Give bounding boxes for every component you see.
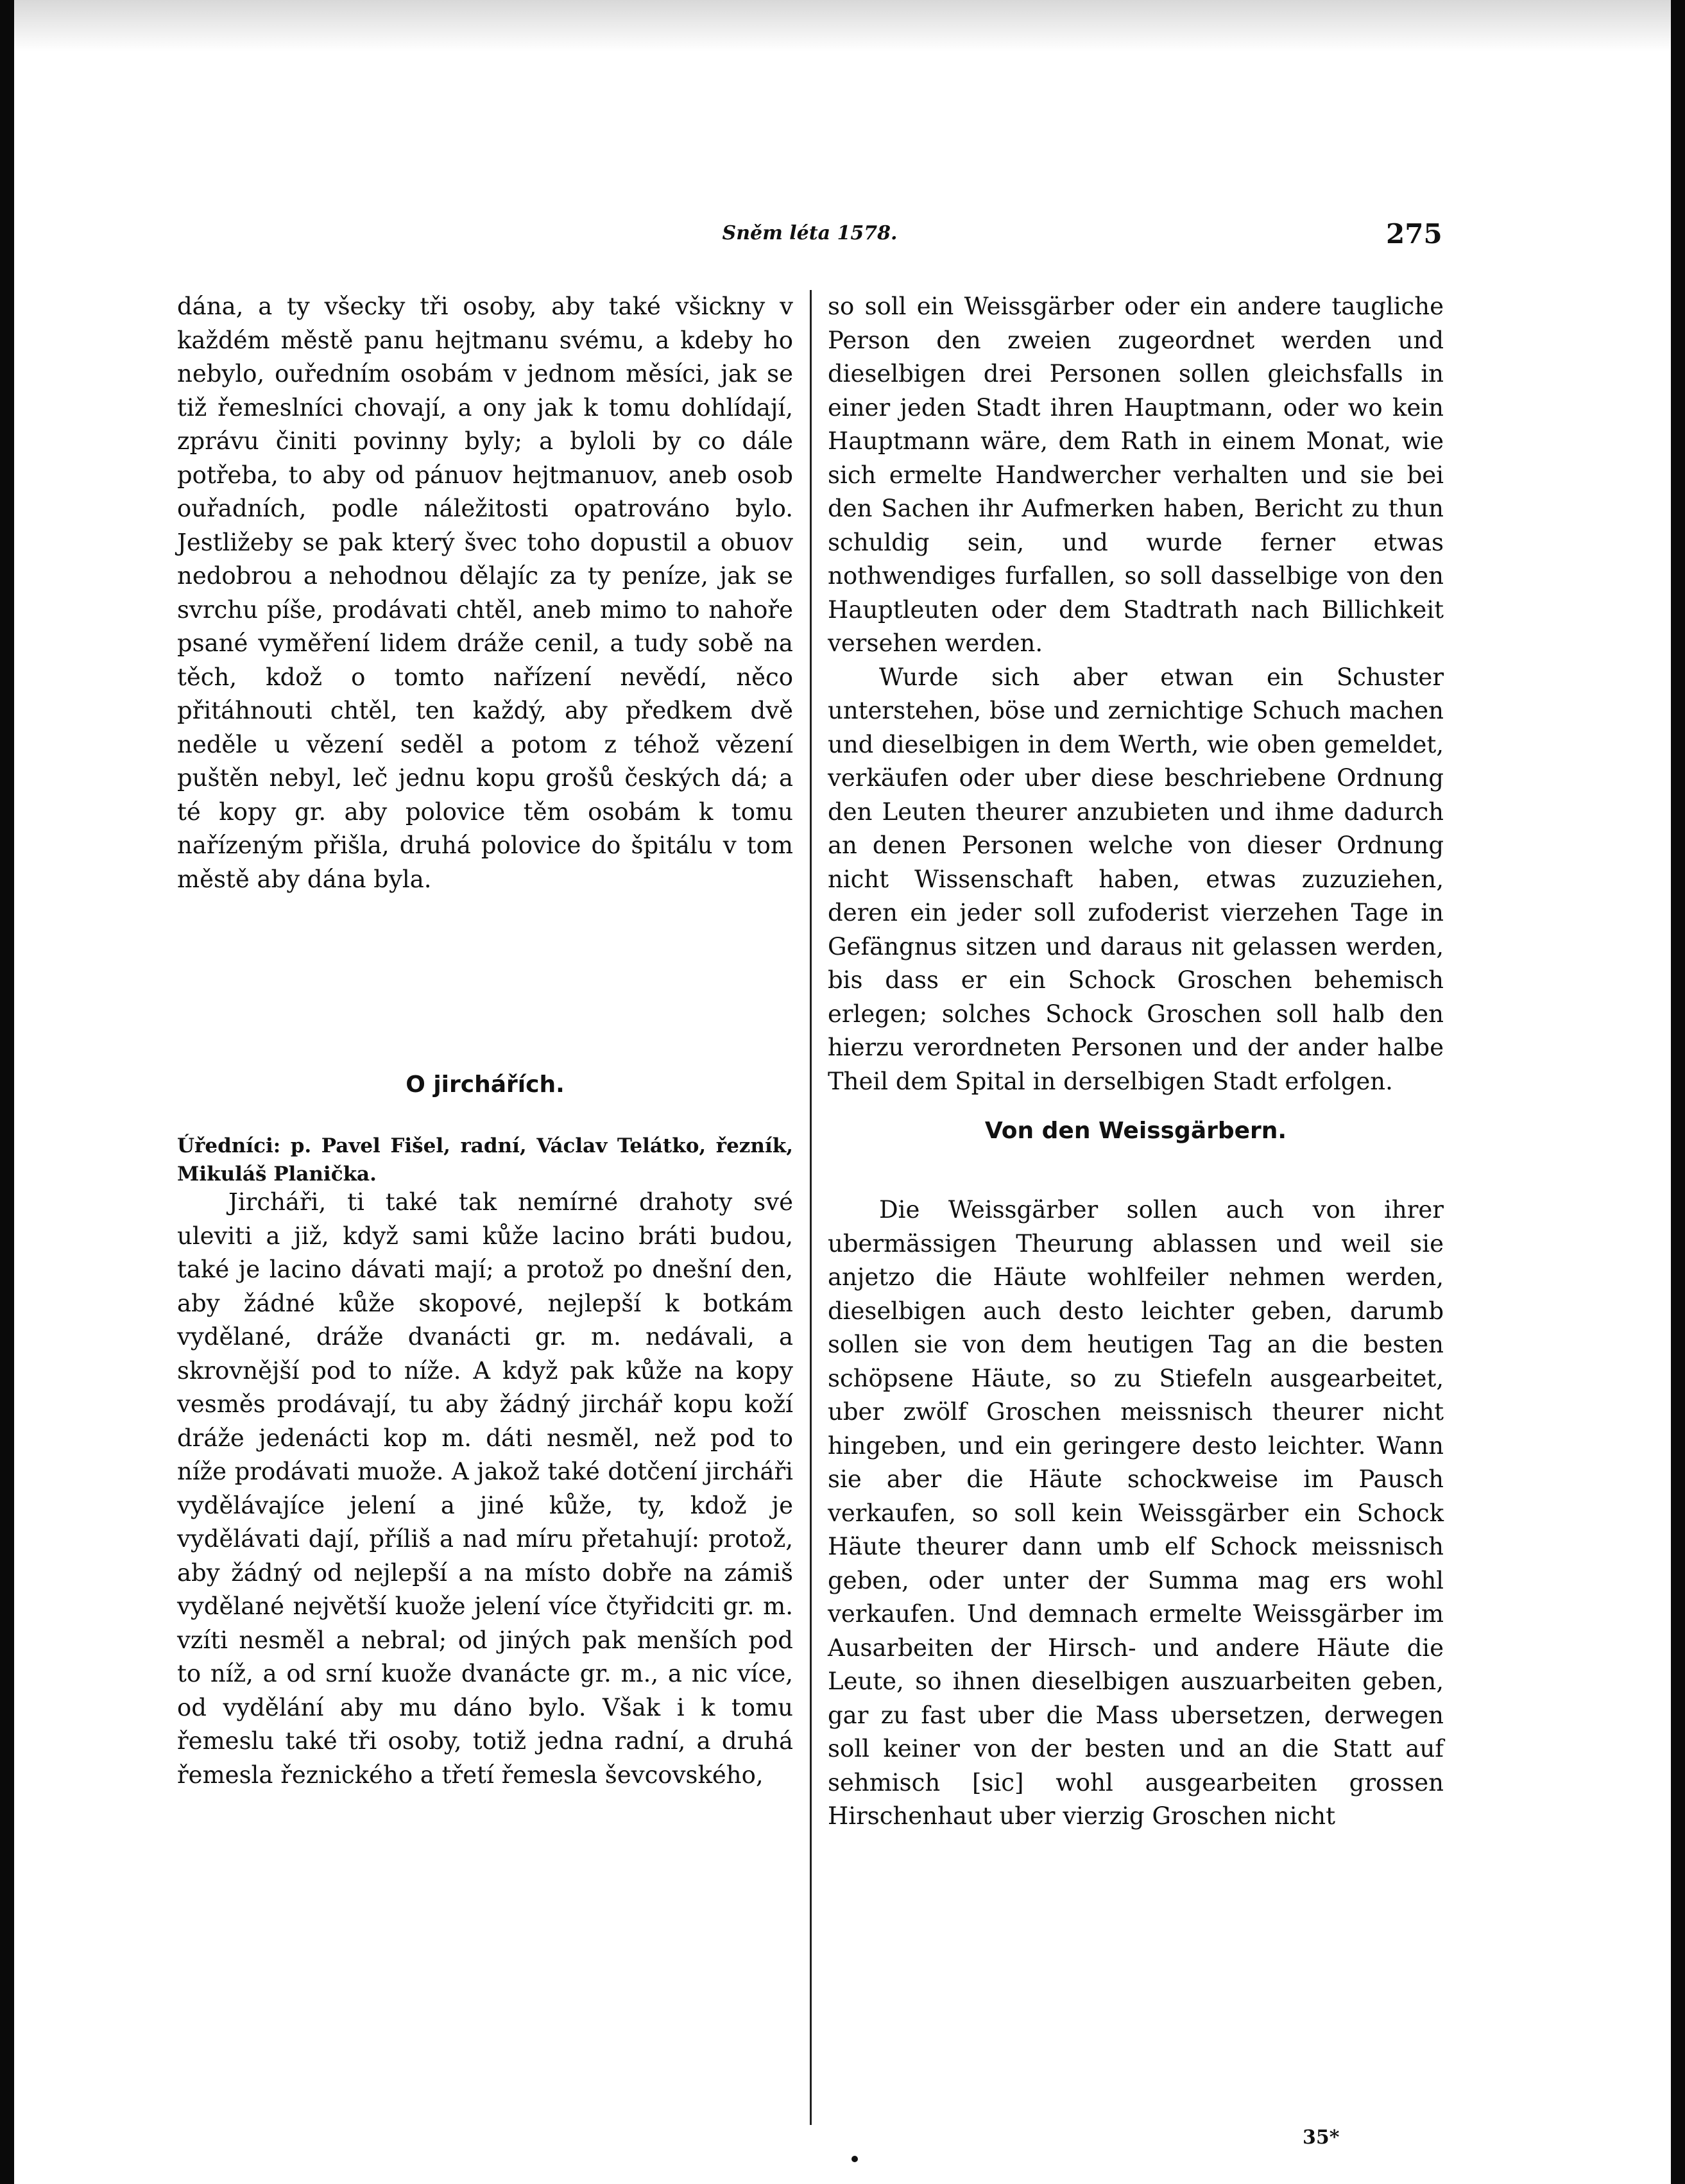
right-body-paragraph: Die Weissgärber sollen auch von ihrer ubermässigen Theurung ablassen und weil sie anjetzo die Häute wohlfeiler nehmen werden, dieselbigen auch desto leichter geben, darumb sollen sie von dem heutigen Tag an die besten schöpsene Häute, so zu Stiefeln ausgearbeitet, uber zwölf Groschen meissnisch theurer nicht hingeben, und ein geringere desto leichter. Wann sie aber die Häute schockweise im Pausch verkaufen, so soll kein Weissgärber ein Schock Häute theurer dann umb elf Schock meissnisch geben, oder unter der Summa mag ers wohl verkaufen. Und demnach ermelte Weissgärber im Ausarbeiten der Hirsch- und andere Häute die Leute, so ihnen dieselbigen auszuarbeiten geben, gar zu fast uber die Mass ubersetzen, derwegen soll keiner von der besten und an die Statt auf sehmisch [sic] wohl ausgearbeiten grossen Hirschenhaut uber vierzig Groschen nicht <box>828 1196 1444 1830</box>
page-number: 275 <box>1386 218 1442 250</box>
column-divider <box>810 290 812 2125</box>
left-column-top-text <box>177 290 793 896</box>
scan-border-right <box>1671 0 1685 2184</box>
scan-shadow-top <box>14 0 1671 51</box>
right-column-body <box>828 1193 1444 1834</box>
right-column-top-text <box>828 290 1444 1098</box>
right-paragraph-continued: so soll ein Weissgärber oder ein andere taugliche Person den zweien zugeordnet werden und dieselbigen drei Personen sollen gleichsfalls in einer jeden Stadt ihren Hauptmann, oder wo kein Hauptmann wäre, dem Rath in einem Monat, wie sich ermelte Handwercher verhalten und sie bei den Sachen ihr Aufmerken haben, Bericht zu thun schuldig sein, und wurde ferner etwas nothwendiges furfallen, so soll dasselbige von den Hauptleuten oder dem Stadtrath nach Billichkeit versehen werden. <box>828 293 1444 657</box>
left-body-paragraph: Jircháři, ti také tak nemírné drahoty své uleviti a již, když sami kůže lacino bráti budou, také je lacino dávati mají; a protož po dnešní den, aby žádné kůže skopové, nejlepší k botkám vydělané, dráže dvanácti gr. m. nedávali, a skrovnější pod to níže. A když pak kůže na kopy vesměs prodávají, tu aby žádný jirchář kopu koží dráže jedenácti kop m. dáti nesměl, než pod to níže prodávati muože. A jakož také dotčení jircháři vydělávajíce jelení a jiné kůže, ty, kdož je vydělávati dají, příliš a nad míru přetahují: protož, aby žádný od nejlepší a na místo dobře na zámiš vydělané největší kuože jelení více čtyřidciti gr. m. vzíti nesměl a nebral; od jiných pak menších pod to níž, a od srní kuože dvanácte gr. m., a nic více, od vydělání aby mu dáno bylo. Však i k tomu řemeslu také tři osoby, totiž jedna radní, a druhá řemesla řeznického a třetí řemesla ševcovského, <box>177 1188 793 1789</box>
signature-mark: 35* <box>1303 2126 1340 2149</box>
left-paragraph-continued: dána, a ty všecky tři osoby, aby také všickny v každém městě panu hejtmanu svému, a kdeby ho nebylo, ouředním osobám v jednom měsíci, jak se tiž řemeslníci chovají, a ony jak k tomu dohlídají, zprávu činiti povinny byly; a byloli by co dále potřeba, to aby od pánuov hejtmanuov, aneb osob ouřadních, podle náležitosti opatrováno bylo. Jestližeby se pak který švec toho dopustil a obuov nedobrou a nehodnou dělajíc za ty peníze, jak se svrchu píše, prodávati chtěl, aneb mimo to nahoře psané vyměření lidem dráže cenil, a tudy sobě na těch, kdož o tomto nařízení nevědí, něco přitáhnouti chtěl, ten každý, aby předkem dvě neděle u vězení seděl a potom z téhož vězení puštěn nebyl, leč jednu kopu grošů českých dá; a té kopy gr. aby polovice těm osobám k tomu nařízeným přišla, druhá polovice do špitálu v tom městě aby dána byla. <box>177 293 793 893</box>
scan-dot <box>851 2156 858 2162</box>
left-column-body <box>177 1186 793 1792</box>
scan-border-left <box>0 0 14 2184</box>
section-heading-czech: O jirchářích. <box>406 1071 565 1098</box>
right-paragraph-2: Wurde sich aber etwan ein Schuster unterstehen, böse und zernichtige Schuch machen und dieselbigen in dem Werth, wie oben gemeldet, verkäufen oder uber diese beschriebene Ordnung den Leuten theurer anzubieten und ihme dadurch an denen Personen welche von dieser Ordnung nicht Wissenschaft haben, etwas zuzuziehen, deren ein jeder soll zufoderist vierzehen Tage in Gefängnus sitzen und daraus nit gelassen werden, bis dass er ein Schock Groschen behemisch erlegen; solches Schock Groschen soll halb den hierzu verordneten Personen und der ander halbe Theil dem Spital in derselbigen Stadt erfolgen. <box>828 663 1444 1095</box>
section-heading-german: Von den Weissgärbern. <box>984 1118 1287 1144</box>
running-head: Sněm léta 1578. <box>722 222 898 244</box>
officials-list: Úředníci: p. Pavel Fišel, radní, Václav Telátko, řezník, Mikuláš Planička. <box>177 1134 793 1186</box>
